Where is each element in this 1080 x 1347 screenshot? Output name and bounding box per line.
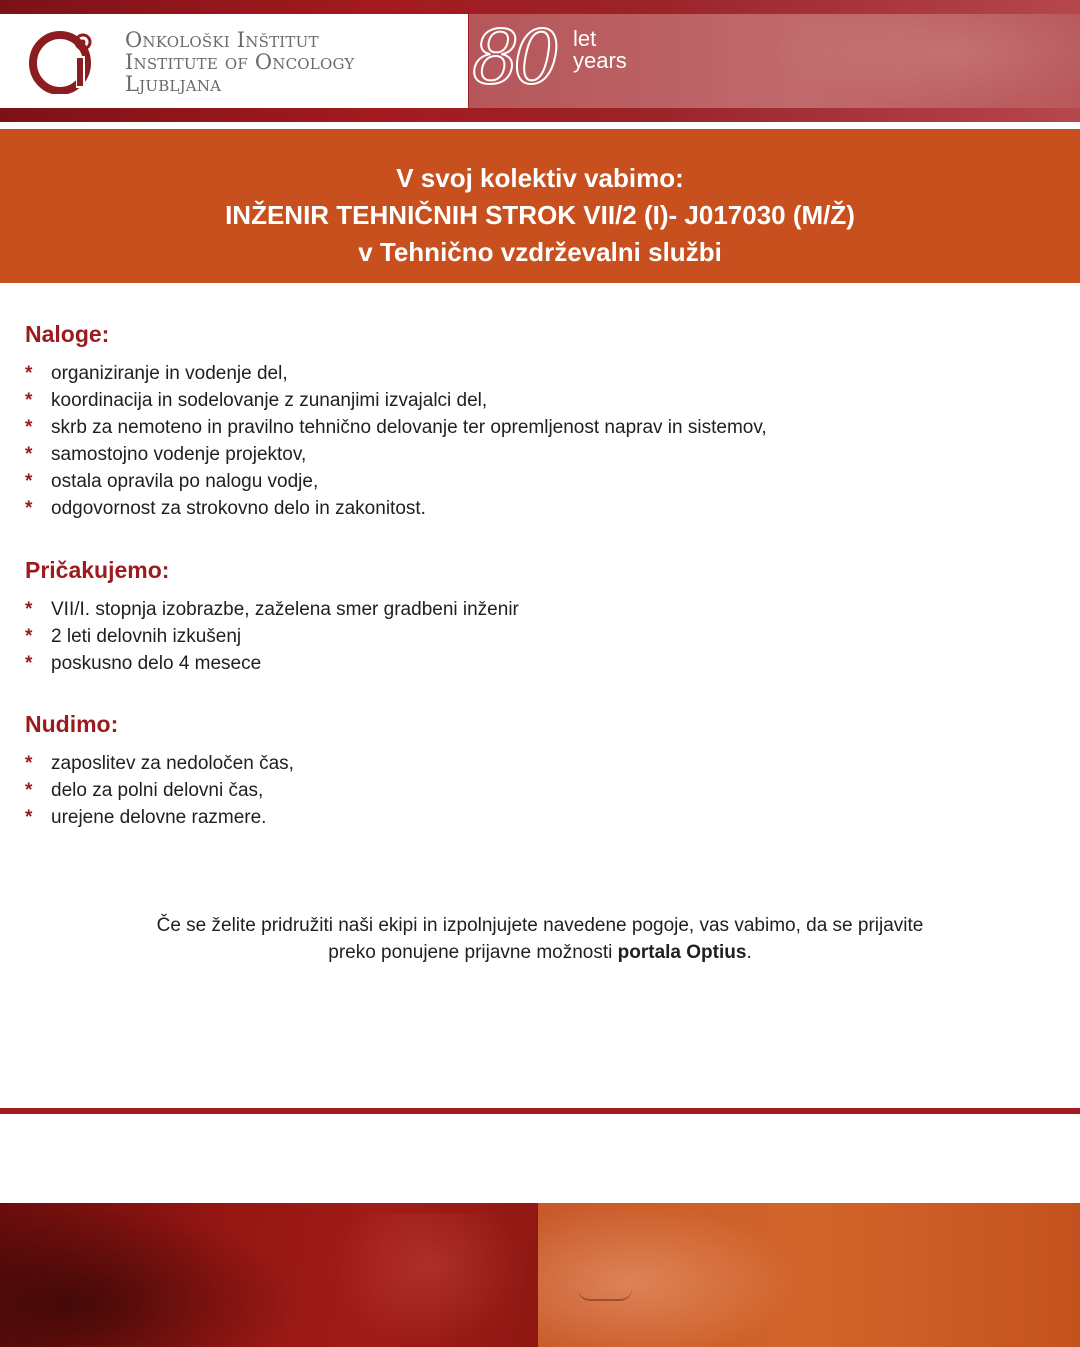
bullet-star-icon: * bbox=[25, 363, 33, 384]
list-item bbox=[25, 596, 519, 623]
institute-name-line: Onkološki Inštitut bbox=[125, 28, 319, 52]
anniversary-words bbox=[573, 28, 627, 72]
list-item bbox=[25, 623, 519, 650]
anniversary-word: let bbox=[573, 26, 597, 51]
list-item-text: zaposlitev za nedoločen čas, bbox=[51, 753, 294, 774]
section-naloge bbox=[25, 318, 767, 522]
header-divider bbox=[0, 122, 1080, 129]
list-item-text: ostala opravila po nalogu vodje, bbox=[51, 471, 319, 492]
photo-highlight bbox=[330, 1213, 530, 1347]
institute-name-line: Ljubljana bbox=[125, 72, 222, 96]
list-item bbox=[25, 360, 767, 387]
list-item-text: delo za polni delovni čas, bbox=[51, 780, 264, 801]
application-note-text: preko ponujene prijavne možnosti bbox=[328, 942, 618, 963]
bullet-star-icon: * bbox=[25, 807, 33, 828]
optius-portal-link[interactable]: portala Optius bbox=[617, 942, 747, 963]
benefits-list bbox=[25, 750, 294, 831]
list-item bbox=[25, 804, 294, 831]
institute-logo-icon bbox=[28, 28, 100, 94]
photo-closed-eye bbox=[578, 1289, 632, 1301]
application-note-line: Če se želite pridružiti naši ekipi in izpolnjujete navedene pogoje, vas vabimo, da se prijavite bbox=[156, 915, 924, 936]
job-title: INŽENIR TEHNIČNIH STROK VII/2 (I)- J017030 (M/Ž) bbox=[225, 200, 855, 230]
list-item-text: VII/I. stopnja izobrazbe, zaželena smer gradbeni inženir bbox=[51, 599, 519, 620]
list-item bbox=[25, 495, 767, 522]
job-title-banner bbox=[0, 129, 1080, 283]
photo-shade bbox=[0, 1203, 300, 1347]
institute-name bbox=[125, 29, 354, 95]
section-nudimo bbox=[25, 708, 294, 831]
list-item-text: organiziranje in vodenje del, bbox=[51, 363, 288, 384]
footer-divider bbox=[0, 1108, 1080, 1114]
footer-photo-right bbox=[538, 1203, 1080, 1347]
duties-list bbox=[25, 360, 767, 522]
list-item bbox=[25, 777, 294, 804]
institute-name-line: Institute of Oncology bbox=[125, 50, 355, 74]
list-item bbox=[25, 414, 767, 441]
list-item-text: samostojno vodenje projektov, bbox=[51, 444, 307, 465]
list-item bbox=[25, 441, 767, 468]
bullet-star-icon: * bbox=[25, 498, 33, 519]
anniversary-word: years bbox=[573, 48, 627, 73]
footer-photo-strip bbox=[0, 1203, 1080, 1347]
requirements-list bbox=[25, 596, 519, 677]
list-item bbox=[25, 750, 294, 777]
banner-intro: V svoj kolektiv vabimo: bbox=[396, 163, 684, 193]
section-pricakujemo bbox=[25, 554, 519, 677]
bullet-star-icon: * bbox=[25, 626, 33, 647]
bullet-star-icon: * bbox=[25, 390, 33, 411]
application-note-line bbox=[0, 939, 1080, 966]
bullet-star-icon: * bbox=[25, 753, 33, 774]
application-note-period: . bbox=[746, 942, 752, 963]
section-heading: Pričakujemo: bbox=[25, 557, 170, 583]
bullet-star-icon: * bbox=[25, 780, 33, 801]
photo-face-highlight bbox=[538, 1203, 798, 1347]
list-item bbox=[25, 468, 767, 495]
application-note bbox=[0, 912, 1080, 966]
bullet-star-icon: * bbox=[25, 444, 33, 465]
bullet-star-icon: * bbox=[25, 417, 33, 438]
list-item bbox=[25, 387, 767, 414]
bullet-star-icon: * bbox=[25, 599, 33, 620]
footer-photo-left bbox=[0, 1203, 538, 1347]
list-item-text: 2 leti delovnih izkušenj bbox=[51, 626, 242, 647]
list-item-text: koordinacija in sodelovanje z zunanjimi izvajalci del, bbox=[51, 390, 488, 411]
institute-logo[interactable] bbox=[0, 14, 468, 108]
department: v Tehnično vzdrževalni službi bbox=[358, 237, 722, 267]
bullet-star-icon: * bbox=[25, 471, 33, 492]
section-heading: Nudimo: bbox=[25, 711, 119, 737]
list-item bbox=[25, 650, 519, 677]
anniversary-number: 80 bbox=[472, 15, 555, 101]
list-item-text: urejene delovne razmere. bbox=[51, 807, 267, 828]
list-item-text: odgovornost za strokovno delo in zakonitost. bbox=[51, 498, 426, 519]
section-heading: Naloge: bbox=[25, 321, 110, 347]
list-item-text: skrb za nemoteno in pravilno tehnično delovanje ter opremljenost naprav in sistemov, bbox=[51, 417, 767, 438]
list-item-text: poskusno delo 4 mesece bbox=[51, 653, 262, 674]
anniversary-banner bbox=[469, 14, 1080, 108]
bullet-star-icon: * bbox=[25, 653, 33, 674]
